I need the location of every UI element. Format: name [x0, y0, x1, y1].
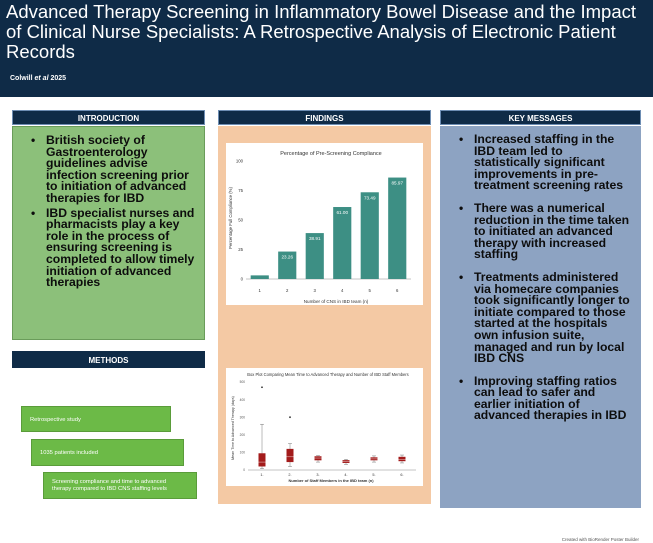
- x-tick-label: 2.: [288, 473, 292, 477]
- bar-value-label: 61.00: [336, 210, 348, 216]
- time-boxplot: [226, 368, 423, 486]
- box: [259, 453, 266, 466]
- bar-value-label: 3.07: [255, 278, 265, 284]
- introduction-panel: [12, 126, 205, 340]
- key-messages-list: [440, 134, 641, 433]
- key-message-bullet: • Increased staffing in the IBD team led to statistically significant improvements in pre-treatment screening rates: [440, 134, 641, 192]
- bar: [361, 192, 379, 279]
- y-tick-label: 50: [238, 217, 243, 223]
- y-tick-label: 300: [239, 415, 245, 420]
- key-message-bullet: • There was a numerical reduction in the time taken to initiated an advanced therapy with increased staffing: [440, 203, 641, 261]
- method-step: Retrospective study: [21, 406, 171, 432]
- methods-heading: METHODS: [12, 351, 205, 368]
- y-tick-label: 400: [239, 397, 245, 402]
- x-tick-label: 3: [313, 288, 316, 293]
- x-axis-label: Number of CNS in IBD team (n): [303, 299, 369, 304]
- x-axis-label: Number of Staff Members in the IBD team (n): [288, 478, 374, 483]
- footer-credit: Created with BioRender Poster Builder: [561, 537, 639, 542]
- chart-marks: [251, 178, 407, 284]
- y-tick-label: 0: [243, 468, 245, 473]
- y-tick-label: 25: [238, 247, 243, 252]
- bar-value-label: 85.97: [391, 180, 403, 186]
- introduction-list: [13, 135, 206, 292]
- introduction-heading: INTRODUCTION: [12, 110, 205, 125]
- compliance-chart: [226, 143, 423, 305]
- y-tick-label: 100: [235, 158, 243, 164]
- y-tick-label: 100: [239, 450, 245, 455]
- y-tick-label: 200: [239, 433, 245, 437]
- author-etal: et al: [34, 75, 49, 82]
- key-message-bullet: • Treatments administered via homecare companies took significantly longer to initiate compared to those started at the hospitals own infusion suite, managed and run by local IBD CNS: [440, 272, 641, 365]
- author-year: 2025: [50, 75, 67, 82]
- outlier-point: [261, 386, 263, 388]
- bar: [388, 178, 406, 279]
- outlier-point: [289, 416, 291, 418]
- x-tick-label: 3.: [316, 473, 320, 477]
- y-tick-label: 75: [238, 188, 243, 193]
- author-line: [10, 75, 66, 82]
- x-tick-label: 1: [258, 288, 261, 293]
- x-tick-label: 4.: [344, 473, 348, 477]
- x-tick-label: 2: [286, 288, 289, 293]
- method-step: Screening compliance and time to advanced therapy compared to IBD CNS staffing levels: [43, 472, 197, 499]
- introduction-bullet: • British society of Gastroenterology guidelines advise infection screening prior to initiation of advanced therapies for IBD: [13, 135, 206, 205]
- chart-title: Box Plot Comparing Mean Time to Advanced Therapy and Number of IBD Staff Members: [247, 372, 409, 377]
- y-tick-label: 0: [240, 276, 243, 282]
- box: [287, 449, 294, 462]
- poster-title: Advanced Therapy Screening in Inflammatory Bowel Disease and the Impact of Clinical Nurse Specialists: A Retrospective Analysis of Electronic Patient Records: [6, 1, 637, 62]
- x-tick-label: 1.: [260, 473, 264, 477]
- box: [399, 457, 406, 461]
- x-tick-label: 4: [341, 288, 344, 293]
- y-tick-label: 500: [239, 380, 245, 385]
- y-axis-label: Mean Time to Advanced Therapy (days): [231, 396, 235, 460]
- compliance-chart-svg: [226, 143, 423, 305]
- chart-axes: [240, 380, 416, 477]
- bar-value-label: 38.91: [309, 236, 321, 242]
- method-step: 1035 patients included: [31, 439, 184, 466]
- key-messages-heading: KEY MESSAGES: [440, 110, 641, 125]
- x-tick-label: 6.: [400, 473, 404, 477]
- author-name: Colwill: [10, 75, 33, 82]
- bar-value-label: 23.26: [281, 254, 293, 260]
- chart-title: Percentage of Pre-Screening Compliance: [280, 151, 382, 157]
- chart-marks: [259, 386, 406, 468]
- findings-heading: FINDINGS: [218, 110, 431, 125]
- bar: [333, 207, 351, 279]
- key-messages-panel: [440, 126, 641, 508]
- introduction-bullet: • IBD specialist nurses and pharmacists play a key role in the process of ensuring screening is completed to allow timely initiation of advanced therapies: [13, 208, 206, 289]
- box: [315, 456, 322, 460]
- y-axis-label: Percentage Full Compliance (%): [228, 187, 233, 249]
- time-boxplot-svg: [226, 368, 423, 486]
- key-message-bullet: • Improving staffing ratios can lead to safer and earlier initiation of advanced therapies in IBD: [440, 376, 641, 422]
- bar-value-label: 73.49: [364, 195, 376, 201]
- x-tick-label: 5: [368, 288, 371, 293]
- x-tick-label: 6: [396, 288, 399, 293]
- poster-header: [0, 0, 653, 97]
- x-tick-label: 5.: [372, 473, 376, 477]
